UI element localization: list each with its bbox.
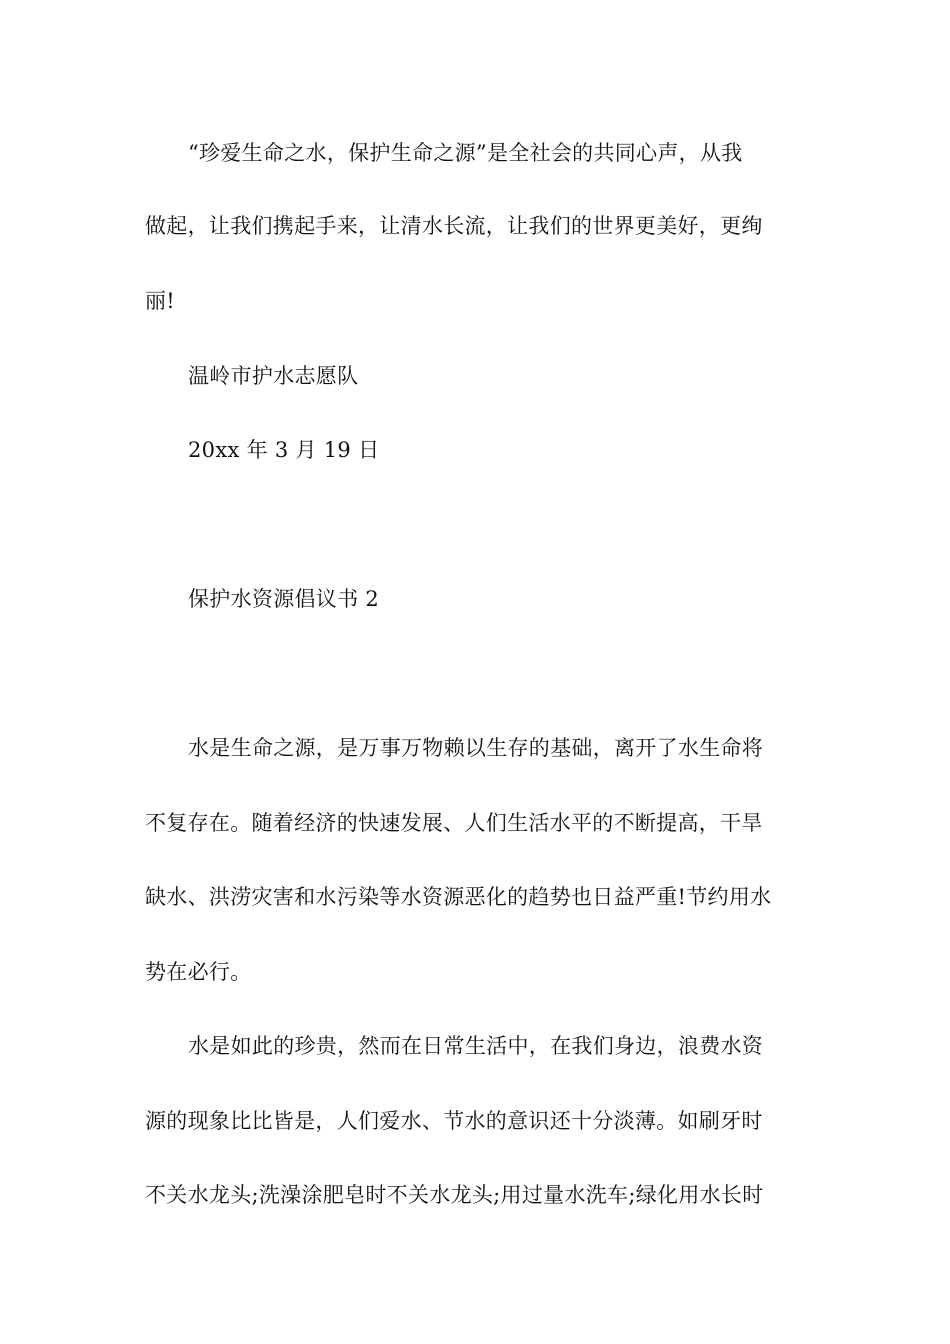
paragraph-3-line-1: 水是如此的珍贵，然而在日常生活中，在我们身边，浪费水资 xyxy=(188,1034,764,1058)
paragraph-1-line-3: 丽! xyxy=(145,289,176,313)
paragraph-2-line-2: 不复存在。随着经济的快速发展、人们生活水平的不断提高，干旱 xyxy=(145,811,763,835)
paragraph-1-line-2: 做起，让我们携起手来，让清水长流，让我们的世界更美好，更绚 xyxy=(145,214,763,238)
signature-organization: 温岭市护水志愿队 xyxy=(188,364,359,388)
signature-date: 20xx 年 3 月 19 日 xyxy=(188,438,380,462)
paragraph-1-line-1: “珍爱生命之水，保护生命之源”是全社会的共同心声，从我 xyxy=(188,141,743,165)
paragraph-3-line-3: 不关水龙头;洗澡涂肥皂时不关水龙头;用过量水洗车;绿化用水长时 xyxy=(145,1183,764,1207)
paragraph-3-line-2: 源的现象比比皆是，人们爱水、节水的意识还十分淡薄。如刷牙时 xyxy=(145,1109,763,1133)
section-title: 保护水资源倡议书 2 xyxy=(188,587,380,611)
paragraph-2-line-3: 缺水、洪涝灾害和水污染等水资源恶化的趋势也日益严重!节约用水 xyxy=(145,885,772,909)
paragraph-2-line-4: 势在必行。 xyxy=(145,960,252,984)
paragraph-2-line-1: 水是生命之源，是万事万物赖以生存的基础，离开了水生命将 xyxy=(188,736,764,760)
